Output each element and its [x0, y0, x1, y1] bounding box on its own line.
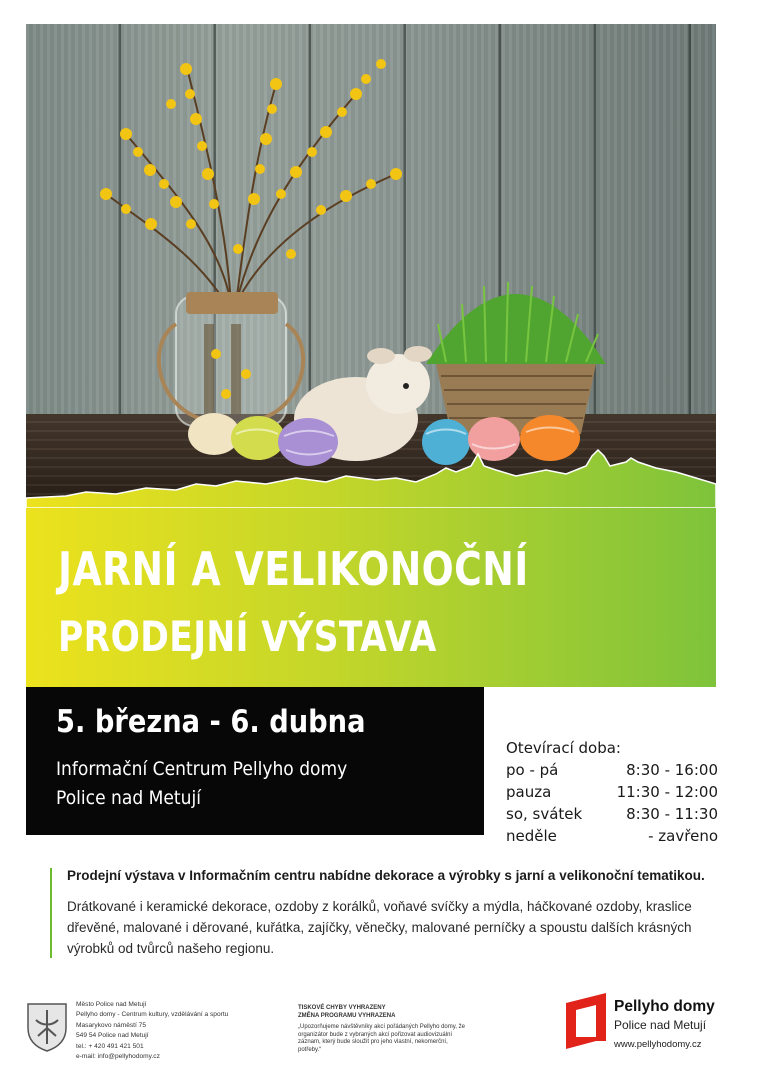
hours-day: neděle — [506, 827, 557, 845]
hours-time: 11:30 - 12:00 — [616, 783, 718, 801]
hours-row — [506, 781, 718, 803]
description-body: Drátkované i keramické dekorace, ozdoby z korálků, voňavé svíčky a mýdla, háčkované ozdoby, kraslice dřevěné, malované i děrované, kuřátka, zajíčky, věnečky, malované perníčky a spoustu dalších krásných výrobků od tvůrců našeho regionu. — [67, 899, 692, 956]
footer-notice — [298, 1005, 470, 1055]
glass-jar — [159, 292, 303, 426]
hours-row — [506, 825, 718, 847]
opening-hours — [506, 737, 718, 847]
hours-row — [506, 803, 718, 825]
event-dates: 5. března - 6. dubna — [56, 704, 366, 740]
town-skyline-silhouette — [26, 448, 716, 508]
title-line-2: PRODEJNÍ VÝSTAVA — [58, 612, 437, 661]
hours-day: po - pá — [506, 761, 559, 779]
hours-time: - zavřeno — [648, 827, 718, 845]
easter-photo — [26, 24, 716, 504]
notice-print-errors: TISKOVÉ CHYBY VYHRAZENY — [298, 1005, 386, 1011]
address-line: Pellyho domy - Centrum kultury, vzdělávání a sportu — [76, 1011, 229, 1019]
hours-time: 8:30 - 16:00 — [626, 761, 718, 779]
title-line-1: JARNÍ A VELIKONOČNÍ — [58, 542, 529, 596]
address-line: 549 54 Police nad Metují — [76, 1032, 149, 1040]
town-crest-icon — [26, 1002, 68, 1052]
hours-day: pauza — [506, 783, 552, 801]
description-accent-bar — [50, 868, 52, 958]
opening-hours-title: Otevírací doba: — [506, 739, 621, 757]
hours-day: so, svátek — [506, 805, 583, 823]
still-life-illustration — [26, 24, 716, 504]
venue-town: Police nad Metují — [56, 787, 201, 809]
notice-recording: „Upozorňujeme návštěvníky akcí pořádaných Pellyho domy, že organizátor bude z vybraných akcí pořizovat audiovizuální záznam, který bude sloužit pro jeho vlastní, nekomerční, potřeby.“ — [298, 1024, 465, 1053]
hours-time: 8:30 - 11:30 — [626, 805, 718, 823]
notice-program-change: ZMĚNA PROGRAMU VYHRAZENA — [298, 1012, 396, 1019]
footer-address — [76, 1000, 228, 1062]
pellyho-domy-logo-icon — [566, 993, 608, 1049]
venue-name: Informační Centrum Pellyho domy — [56, 758, 348, 780]
description-lead: Prodejní výstava v Informačním centru nabídne dekorace a výrobky s jarní a velikonoční tematikou. — [67, 868, 705, 883]
forsythia-flowers — [100, 59, 402, 259]
grass-basket — [426, 282, 606, 434]
address-line: Město Police nad Metují — [76, 1001, 147, 1008]
website-link[interactable]: www.pellyhodomy.cz — [614, 1039, 702, 1050]
hours-row — [506, 759, 718, 781]
forsythia-branches — [106, 64, 396, 304]
address-email: e-mail: info@pellyhodomy.cz — [76, 1053, 160, 1061]
address-phone: tel.: + 420 491 421 501 — [76, 1042, 144, 1050]
address-line: Masarykovo náměstí 75 — [76, 1021, 146, 1029]
logo-place: Police nad Metují — [614, 1018, 707, 1032]
logo-name: Pellyho domy — [614, 998, 715, 1015]
